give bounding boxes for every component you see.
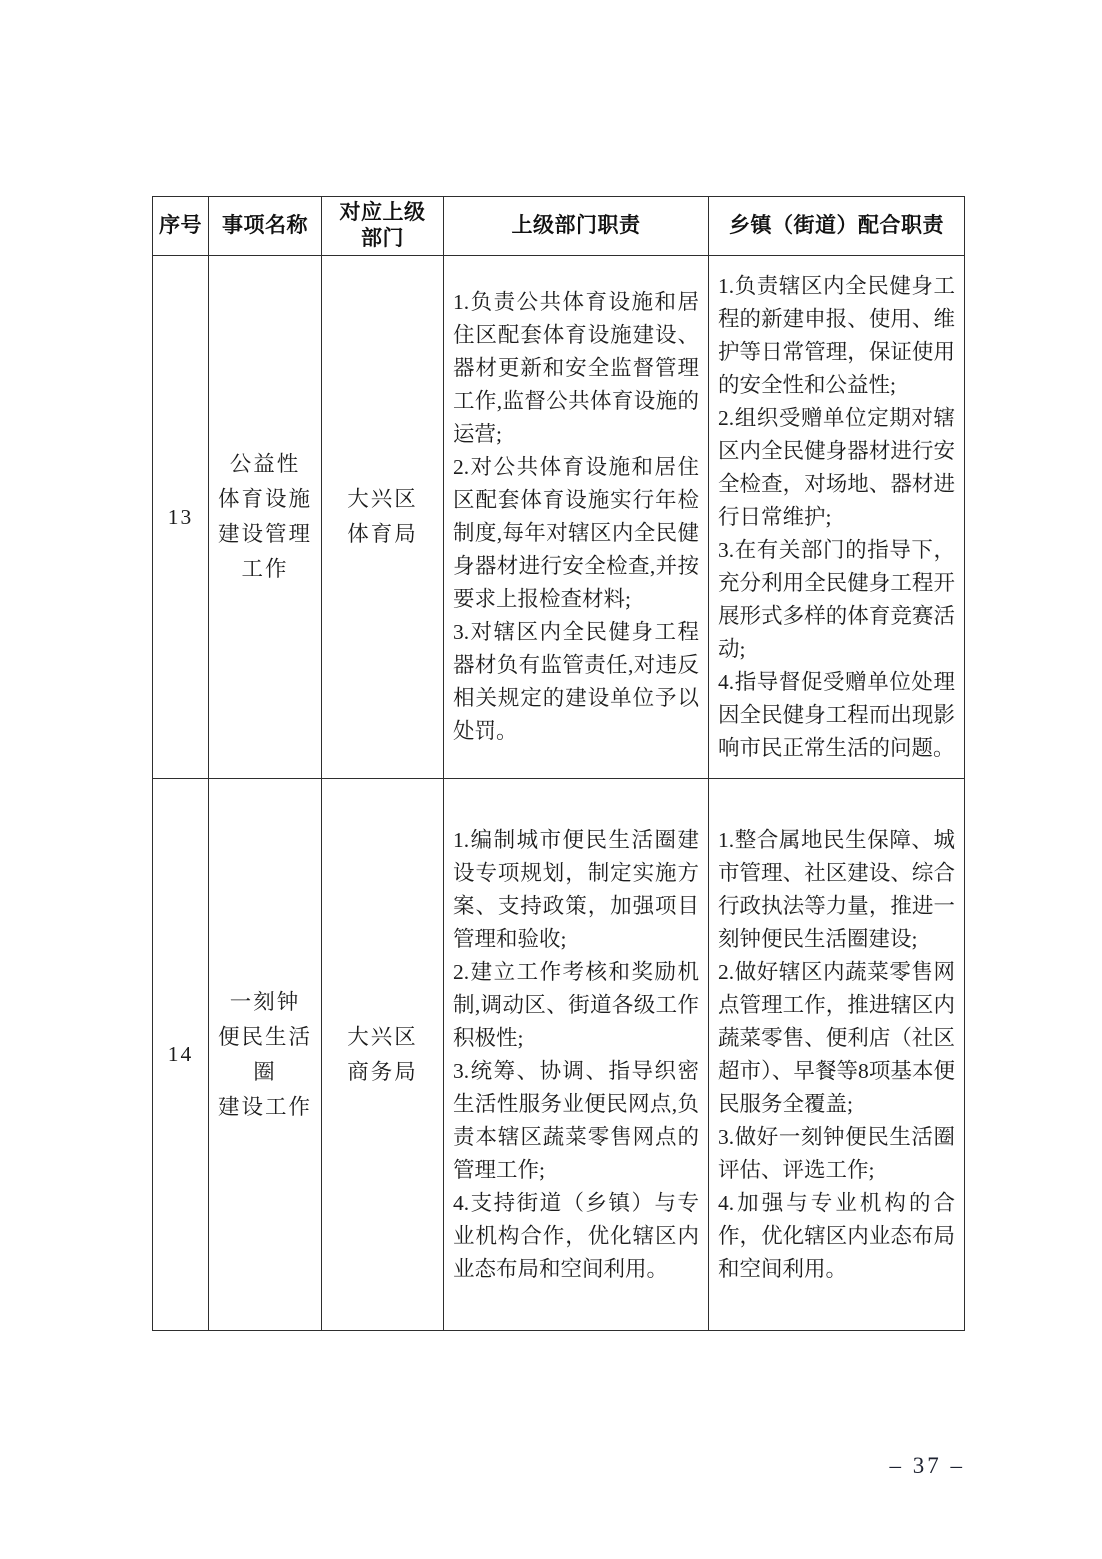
page-number: – 37 –	[889, 1453, 965, 1478]
item-name-line: 工作	[241, 557, 289, 581]
superior-duties-cell	[444, 256, 709, 779]
row-index-cell: 13	[153, 256, 209, 779]
item-name-line: 建设管理	[217, 522, 312, 546]
duty-item: 3.在有关部门的指导下，充分利用全民健身工程开展形式多样的体育竞赛活动;	[718, 537, 955, 661]
item-name-cell	[209, 256, 322, 779]
col-header-item-name: 事项名称	[209, 197, 322, 256]
table-header-row	[153, 197, 965, 256]
superior-duties-cell	[444, 779, 709, 1331]
duty-item: 4.指导督促受赠单位处理因全民健身工程而出现影响市民正常生活的问题。	[718, 669, 955, 760]
duty-item: 1.编制城市便民生活圈建设专项规划，制定实施方案、支持政策，加强项目管理和验收;	[453, 827, 699, 951]
item-name-line: 建设工作	[217, 1094, 312, 1119]
col-header-township-duties: 乡镇（街道）配合职责	[709, 197, 965, 256]
department-cell	[322, 779, 444, 1331]
department-cell	[322, 256, 444, 779]
table-row	[153, 779, 965, 1331]
row-index-cell: 14	[153, 779, 209, 1331]
duty-item: 2.建立工作考核和奖励机制,调动区、街道各级工作积极性;	[453, 959, 699, 1050]
col-header-department-line1: 对应上级	[339, 201, 426, 224]
item-name-line: 便民生活圈	[217, 1024, 312, 1084]
duty-item: 3.统筹、协调、指导织密生活性服务业便民网点,负责本辖区蔬菜零售网点的管理工作;	[453, 1058, 699, 1182]
duty-item: 1.整合属地民生保障、城市管理、社区建设、综合行政执法等力量，推进一刻钟便民生活圈建设;	[718, 827, 955, 951]
item-name-line: 公益性	[229, 452, 301, 476]
col-header-index: 序号	[153, 197, 209, 256]
duty-item: 1.负责辖区内全民健身工程的新建申报、使用、维护等日常管理，保证使用的安全性和公益性;	[718, 273, 955, 397]
department-line: 商务局	[347, 1059, 418, 1084]
col-header-superior-duties: 上级部门职责	[444, 197, 709, 256]
table-row	[153, 256, 965, 779]
duty-item: 1.负责公共体育设施和居住区配套体育设施建设、器材更新和安全监督管理工作,监督公共体育设施的运营;	[453, 290, 699, 446]
col-header-department-line2: 部门	[361, 227, 404, 250]
duty-item: 2.组织受赠单位定期对辖区内全民健身器材进行安全检查，对场地、器材进行日常维护;	[718, 405, 955, 529]
duty-item: 2.对公共体育设施和居住区配套体育设施实行年检制度,每年对辖区内全民健身器材进行安全检查,并按要求上报检查材料;	[453, 455, 699, 611]
township-duties-cell	[709, 256, 965, 779]
department-line: 大兴区	[347, 487, 418, 511]
department-line: 大兴区	[347, 1024, 418, 1049]
item-name-cell	[209, 779, 322, 1331]
item-name-line: 体育设施	[217, 487, 312, 511]
item-name-line: 一刻钟	[229, 989, 301, 1014]
duty-item: 2.做好辖区内蔬菜零售网点管理工作，推进辖区内蔬菜零售、便利店（社区超市）、早餐等8项基本便民服务全覆盖;	[718, 959, 955, 1116]
duty-item: 4.加强与专业机构的合作，优化辖区内业态布局和空间利用。	[718, 1190, 955, 1281]
col-header-department	[322, 197, 444, 256]
department-line: 体育局	[347, 522, 418, 546]
duty-item: 4.支持街道（乡镇）与专业机构合作，优化辖区内业态布局和空间利用。	[453, 1190, 699, 1281]
duties-table	[152, 196, 965, 1331]
duty-item: 3.对辖区内全民健身工程器材负有监管责任,对违反相关规定的建设单位予以处罚。	[453, 620, 699, 743]
township-duties-cell	[709, 779, 965, 1331]
duty-item: 3.做好一刻钟便民生活圈评估、评选工作;	[718, 1124, 955, 1182]
